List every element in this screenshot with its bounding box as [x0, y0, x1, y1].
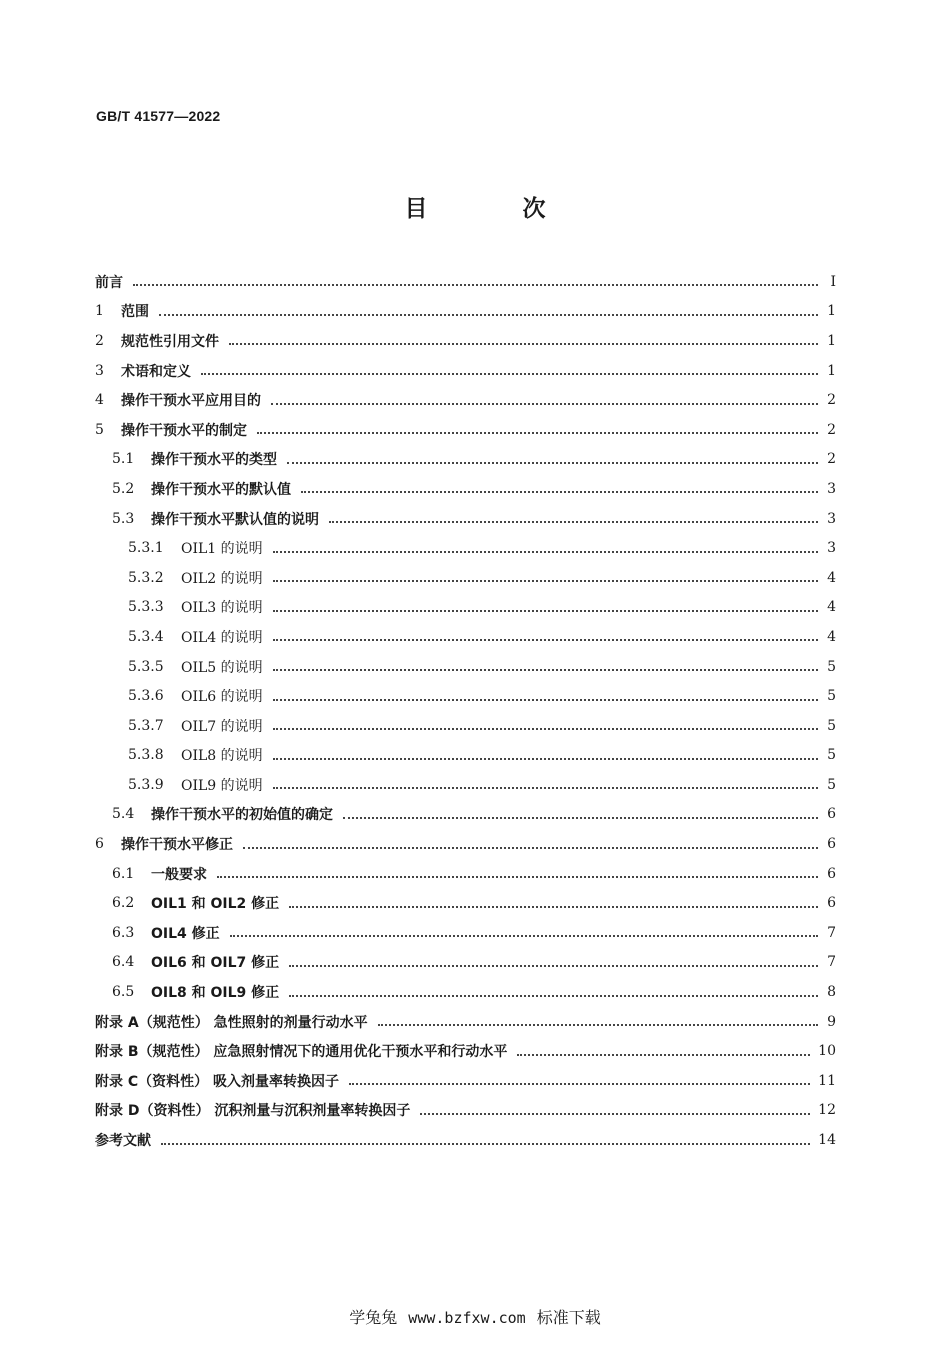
toc-entry-page: Ⅰ [830, 273, 836, 290]
toc-entry-label: OIL9 的说明 [181, 777, 263, 794]
toc-leader-dots [287, 461, 818, 464]
toc-entry[interactable] [95, 297, 836, 327]
toc-leader-dots [273, 786, 818, 789]
toc-entry-number: 1 [95, 303, 104, 320]
toc-entry-label: 操作干预水平的类型 [151, 452, 277, 469]
toc-entry-label: OIL7 的说明 [181, 718, 263, 735]
toc-entry[interactable] [95, 977, 836, 1007]
toc-leader-dots [517, 1053, 810, 1056]
toc-entry[interactable] [95, 1066, 836, 1096]
toc-entry-label: 操作干预水平的默认值 [151, 481, 291, 498]
toc-entry-number: 5.3.4 [128, 628, 164, 645]
toc-entry-label: 附录 C（资料性） 吸入剂量率转换因子 [95, 1073, 340, 1090]
toc-entry-page: 3 [827, 480, 836, 497]
toc-entry-label: OIL6 的说明 [181, 689, 263, 706]
toc-entry[interactable] [95, 948, 836, 978]
toc-entry-label: OIL8 的说明 [181, 748, 263, 765]
toc-leader-dots [161, 1142, 810, 1145]
toc-entry-label: OIL5 的说明 [181, 659, 263, 676]
toc-entry-label: OIL6 和 OIL7 修正 [151, 955, 280, 972]
toc-entry-page: 5 [827, 658, 836, 675]
toc-leader-dots [273, 638, 818, 641]
toc-entry[interactable] [95, 1125, 836, 1155]
toc-entry-page: 10 [818, 1043, 836, 1060]
toc-entry-number: 6.1 [112, 865, 135, 882]
toc-entry[interactable] [95, 770, 836, 800]
toc-entry-page: 7 [827, 954, 836, 971]
toc-entry-page: 5 [827, 747, 836, 764]
toc-leader-dots [230, 934, 818, 937]
toc-entry-number: 5.3.8 [128, 747, 164, 764]
toc-entry[interactable] [95, 829, 836, 859]
toc-leader-dots [273, 579, 818, 582]
toc-entry-label: 术语和定义 [121, 363, 191, 380]
toc-entry-page: 3 [827, 540, 836, 557]
toc-entry-label: 附录 B（规范性） 应急照射情况下的通用优化干预水平和行动水平 [95, 1044, 508, 1061]
toc-entry-number: 4 [95, 392, 104, 409]
toc-entry-page: 5 [827, 688, 836, 705]
toc-entry[interactable] [95, 1036, 836, 1066]
toc-entry-page: 2 [827, 392, 836, 409]
toc-entry[interactable] [95, 888, 836, 918]
toc-entry-page: 4 [827, 599, 836, 616]
toc-entry-number: 5.3.2 [128, 569, 164, 586]
toc-entry[interactable] [95, 415, 836, 445]
toc-entry-label: OIL8 和 OIL9 修正 [151, 985, 280, 1002]
toc-leader-dots [201, 372, 818, 375]
toc-entry-number: 5.4 [112, 806, 135, 823]
toc-entry-page: 2 [827, 421, 836, 438]
toc-entry-page: 4 [827, 569, 836, 586]
toc-entry[interactable] [95, 445, 836, 475]
toc-leader-dots [273, 609, 818, 612]
toc-entry-label: OIL1 和 OIL2 修正 [151, 896, 280, 913]
toc-entry[interactable] [95, 267, 836, 297]
toc-entry-number: 5.3.6 [128, 688, 164, 705]
toc-entry-page: 8 [827, 984, 836, 1001]
toc-entry-label: 操作干预水平默认值的说明 [151, 511, 319, 528]
toc-entry-page: 12 [818, 1102, 836, 1119]
toc-entry-label: 操作干预水平的制定 [121, 422, 247, 439]
toc-entry-page: 3 [827, 510, 836, 527]
toc-entry[interactable] [95, 385, 836, 415]
toc-entry-page: 1 [827, 362, 836, 379]
toc-leader-dots [289, 964, 818, 967]
toc-entry[interactable] [95, 326, 836, 356]
toc-entry-number: 5.3.3 [128, 599, 164, 616]
toc-entry[interactable] [95, 741, 836, 771]
toc-leader-dots [133, 283, 818, 286]
toc-entry-number: 6.3 [112, 924, 135, 941]
toc-leader-dots [329, 520, 818, 523]
toc-leader-dots [257, 431, 818, 434]
toc-entry[interactable] [95, 652, 836, 682]
toc-entry[interactable] [95, 622, 836, 652]
toc-entry[interactable] [95, 859, 836, 889]
toc-entry-label: 附录 A（规范性） 急性照射的剂量行动水平 [95, 1014, 368, 1031]
toc-entry-page: 6 [827, 836, 836, 853]
toc-entry-number: 5.3.9 [128, 776, 164, 793]
toc-entry-page: 5 [827, 717, 836, 734]
toc-entry[interactable] [95, 593, 836, 623]
toc-entry-page: 1 [827, 332, 836, 349]
toc-entry-number: 6.4 [112, 954, 135, 971]
footer-tagline: 标准下载 [536, 1308, 601, 1327]
toc-entry-label: 范围 [121, 304, 149, 321]
toc-entry-number: 5.3.1 [128, 540, 164, 557]
toc-entry-label: 附录 D（资料性） 沉积剂量与沉积剂量率转换因子 [95, 1103, 411, 1120]
toc-entry[interactable] [95, 800, 836, 830]
toc-entry-label: 规范性引用文件 [121, 333, 219, 350]
toc-entry-label: 前言 [95, 274, 123, 291]
toc-entry-label: 操作干预水平修正 [121, 837, 233, 854]
toc-leader-dots [271, 402, 818, 405]
toc-entry-number: 3 [95, 362, 104, 379]
toc-leader-dots [378, 1023, 818, 1026]
toc-entry-number: 5.3.5 [128, 658, 164, 675]
toc-entry-number: 5 [95, 421, 104, 438]
toc-entry-label: OIL4 修正 [151, 925, 220, 942]
toc-entry-page: 6 [827, 865, 836, 882]
toc-leader-dots [273, 727, 818, 730]
toc-entry-number: 6.2 [112, 895, 135, 912]
toc-entry[interactable] [95, 533, 836, 563]
toc-leader-dots [289, 905, 818, 908]
toc-leader-dots [349, 1082, 810, 1085]
footer [0, 1305, 950, 1328]
toc-leader-dots [273, 757, 818, 760]
toc-entry-number: 5.3 [112, 510, 135, 527]
toc-leader-dots [273, 668, 818, 671]
toc-entry-number: 5.3.7 [128, 717, 164, 734]
toc-leader-dots [343, 816, 818, 819]
toc-leader-dots [273, 698, 818, 701]
toc-entry[interactable] [95, 563, 836, 593]
toc-entry-number: 6 [95, 836, 104, 853]
toc-entry-page: 11 [818, 1072, 836, 1089]
toc-entry-page: 5 [827, 776, 836, 793]
toc-entry[interactable] [95, 681, 836, 711]
toc-entry-page: 2 [827, 451, 836, 468]
footer-url[interactable]: www.bzfxw.com [408, 1309, 526, 1327]
footer-site-name: 学兔兔 [349, 1308, 398, 1327]
toc-title: 目 次 [404, 196, 582, 222]
toc-leader-dots [289, 994, 818, 997]
toc-entry-label: OIL3 的说明 [181, 600, 263, 617]
toc-entry-number: 2 [95, 332, 104, 349]
table-of-contents [95, 267, 836, 1155]
toc-entry[interactable] [95, 1096, 836, 1126]
toc-leader-dots [420, 1112, 810, 1115]
toc-leader-dots [229, 342, 818, 345]
toc-entry-label: 一般要求 [151, 866, 207, 883]
toc-leader-dots [217, 875, 818, 878]
toc-entry[interactable] [95, 356, 836, 386]
toc-leader-dots [301, 490, 818, 493]
toc-entry[interactable] [95, 918, 836, 948]
toc-entry[interactable] [95, 474, 836, 504]
toc-entry-page: 9 [827, 1013, 836, 1030]
toc-entry-label: 参考文献 [95, 1133, 151, 1150]
toc-entry-label: OIL1 的说明 [181, 541, 263, 558]
toc-entry-page: 4 [827, 628, 836, 645]
toc-entry-label: 操作干预水平应用目的 [121, 393, 261, 410]
toc-entry[interactable] [95, 504, 836, 534]
toc-entry-label: OIL4 的说明 [181, 629, 263, 646]
toc-entry-page: 1 [827, 303, 836, 320]
toc-leader-dots [159, 313, 818, 316]
standard-code: GB/T 41577—2022 [96, 108, 221, 124]
toc-entry-number: 5.1 [112, 451, 135, 468]
toc-entry[interactable] [95, 711, 836, 741]
toc-leader-dots [273, 550, 818, 553]
toc-entry-label: OIL2 的说明 [181, 570, 263, 587]
toc-leader-dots [243, 846, 818, 849]
toc-entry[interactable] [95, 1007, 836, 1037]
toc-entry-page: 6 [827, 806, 836, 823]
toc-entry-page: 6 [827, 895, 836, 912]
toc-entry-label: 操作干预水平的初始值的确定 [151, 807, 333, 824]
toc-entry-page: 14 [818, 1132, 836, 1149]
toc-entry-page: 7 [827, 924, 836, 941]
toc-entry-number: 6.5 [112, 984, 135, 1001]
toc-entry-number: 5.2 [112, 480, 135, 497]
